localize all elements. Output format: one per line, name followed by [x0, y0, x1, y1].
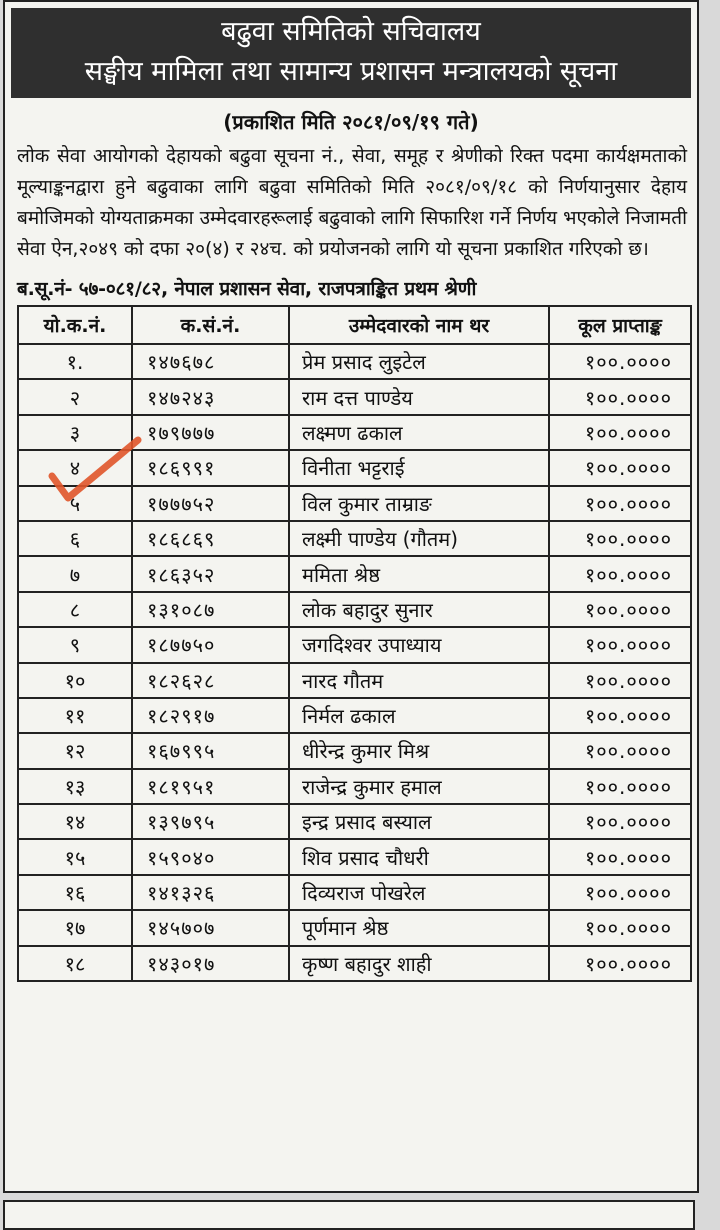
table-row	[18, 592, 691, 627]
serial-cell: ५	[18, 486, 132, 521]
candidate-name-cell: प्रेम प्रसाद लुइटेल	[289, 344, 549, 379]
candidates-table	[17, 305, 692, 982]
roll-number-cell: १४१३२६	[132, 875, 289, 910]
score-cell: १००.००००	[549, 486, 691, 521]
serial-cell: १०	[18, 663, 132, 698]
roll-number-cell: १८६९९१	[132, 450, 289, 485]
roll-number-cell: १६७९९५	[132, 733, 289, 768]
table-row	[18, 733, 691, 768]
score-cell: १००.००००	[549, 733, 691, 768]
notice-document	[3, 0, 699, 1193]
serial-cell: ६	[18, 521, 132, 556]
score-cell: १००.००००	[549, 450, 691, 485]
candidate-name-cell: ममिता श्रेष्ठ	[289, 556, 549, 591]
candidate-name-cell: विल कुमार ताम्राङ	[289, 486, 549, 521]
candidate-name-cell: राजेन्द्र कुमार हमाल	[289, 769, 549, 804]
serial-cell: १३	[18, 769, 132, 804]
roll-number-cell: १८२९१७	[132, 698, 289, 733]
header-title: बढुवा समितिको सचिवालय	[221, 16, 481, 47]
reference-line: ब.सू.नं- ५७-०८१/८२, नेपाल प्रशासन सेवा, राजपत्राङ्कित प्रथम श्रेणी	[17, 278, 477, 300]
table-row	[18, 556, 691, 591]
table-row	[18, 804, 691, 839]
table-row	[18, 698, 691, 733]
score-cell: १००.००००	[549, 592, 691, 627]
serial-cell: २	[18, 379, 132, 414]
score-cell: १००.००००	[549, 627, 691, 662]
roll-number-cell: १४५७०७	[132, 910, 289, 945]
score-cell: १००.००००	[549, 379, 691, 414]
roll-number-cell: १८६८६९	[132, 521, 289, 556]
score-cell: १००.००००	[549, 804, 691, 839]
col-header-score: कूल प्राप्ताङ्क	[549, 306, 691, 344]
table-row	[18, 344, 691, 379]
serial-cell: १.	[18, 344, 132, 379]
roll-number-cell: १४७२४३	[132, 379, 289, 414]
table-row	[18, 839, 691, 874]
roll-number-cell: १४३०१७	[132, 946, 289, 981]
table-row	[18, 946, 691, 981]
table-row	[18, 450, 691, 485]
col-header-name: उम्मेदवारको नाम थर	[289, 306, 549, 344]
col-header-serial: यो.क.नं.	[18, 306, 132, 344]
serial-cell: ९	[18, 627, 132, 662]
col-header-roll: क.सं.नं.	[132, 306, 289, 344]
score-cell: १००.००००	[549, 521, 691, 556]
candidate-name-cell: कृष्ण बहादुर शाही	[289, 946, 549, 981]
roll-number-cell: १८१९५१	[132, 769, 289, 804]
table-row	[18, 663, 691, 698]
candidate-name-cell: निर्मल ढकाल	[289, 698, 549, 733]
table-row	[18, 521, 691, 556]
serial-cell: ३	[18, 415, 132, 450]
table-row	[18, 769, 691, 804]
serial-cell: १४	[18, 804, 132, 839]
roll-number-cell: १७७७५२	[132, 486, 289, 521]
notice-body: लोक सेवा आयोगको देहायको बढुवा सूचना नं., सेवा, समूह र श्रेणीको रिक्त पदमा कार्यक्षमताको मूल्याङ्कनद्वारा हुने बढुवाका लागि बढुवा समितिको मिति २०८१/०९/१८ को निर्णयानुसार देहाय बमोजिमको योग्यताक्रमका उम्मेदवारहरूलाई बढुवाको लागि सिफारिश गर्ने निर्णय भएकोले निजामती सेवा ऐन,२०४९ को दफा २०(४) र २४च. को प्रयोजनको लागि यो सूचना प्रकाशित गरिएको छ।	[17, 145, 687, 260]
score-cell: १००.००००	[549, 910, 691, 945]
candidate-name-cell: धीरेन्द्र कुमार मिश्र	[289, 733, 549, 768]
candidate-name-cell: दिव्यराज पोखरेल	[289, 875, 549, 910]
roll-number-cell: १७९७७७	[132, 415, 289, 450]
score-cell: १००.००००	[549, 946, 691, 981]
serial-cell: १७	[18, 910, 132, 945]
serial-cell: ८	[18, 592, 132, 627]
candidate-name-cell: लक्ष्मण ढकाल	[289, 415, 549, 450]
next-notice-box	[3, 1200, 695, 1230]
candidate-name-cell: लक्ष्मी पाण्डेय (गौतम)	[289, 521, 549, 556]
serial-cell: ७	[18, 556, 132, 591]
score-cell: १००.००००	[549, 698, 691, 733]
candidate-name-cell: नारद गौतम	[289, 663, 549, 698]
roll-number-cell: १८७७५०	[132, 627, 289, 662]
score-cell: १००.००००	[549, 839, 691, 874]
candidate-name-cell: पूर्णमान श्रेष्ठ	[289, 910, 549, 945]
table-row	[18, 486, 691, 521]
serial-cell: ११	[18, 698, 132, 733]
header-subtitle: सङ्घीय मामिला तथा सामान्य प्रशासन मन्त्रालयको सूचना	[84, 56, 618, 87]
table-row	[18, 415, 691, 450]
serial-cell: ४	[18, 450, 132, 485]
roll-number-cell: १५९०४०	[132, 839, 289, 874]
score-cell: १००.००००	[549, 415, 691, 450]
candidate-name-cell: शिव प्रसाद चौधरी	[289, 839, 549, 874]
candidate-name-cell: लोक बहादुर सुनार	[289, 592, 549, 627]
roll-number-cell: १३९७९५	[132, 804, 289, 839]
score-cell: १००.००००	[549, 875, 691, 910]
table-row	[18, 910, 691, 945]
serial-cell: १८	[18, 946, 132, 981]
candidate-name-cell: इन्द्र प्रसाद बस्याल	[289, 804, 549, 839]
serial-cell: १५	[18, 839, 132, 874]
table-header-row	[18, 306, 691, 344]
table-row	[18, 379, 691, 414]
serial-cell: १२	[18, 733, 132, 768]
candidate-name-cell: विनीता भट्टराई	[289, 450, 549, 485]
table-row	[18, 627, 691, 662]
candidate-name-cell: जगदिश्वर उपाध्याय	[289, 627, 549, 662]
roll-number-cell: १४७६७८	[132, 344, 289, 379]
publication-date: (प्रकाशित मिति २०८१/०९/१९ गते)	[223, 110, 479, 134]
score-cell: १००.००००	[549, 769, 691, 804]
roll-number-cell: १८६३५२	[132, 556, 289, 591]
score-cell: १००.००००	[549, 663, 691, 698]
notice-header	[11, 8, 691, 98]
candidate-name-cell: राम दत्त पाण्डेय	[289, 379, 549, 414]
roll-number-cell: १३१०८७	[132, 592, 289, 627]
score-cell: १००.००००	[549, 344, 691, 379]
score-cell: १००.००००	[549, 556, 691, 591]
serial-cell: १६	[18, 875, 132, 910]
roll-number-cell: १८२६२८	[132, 663, 289, 698]
table-row	[18, 875, 691, 910]
